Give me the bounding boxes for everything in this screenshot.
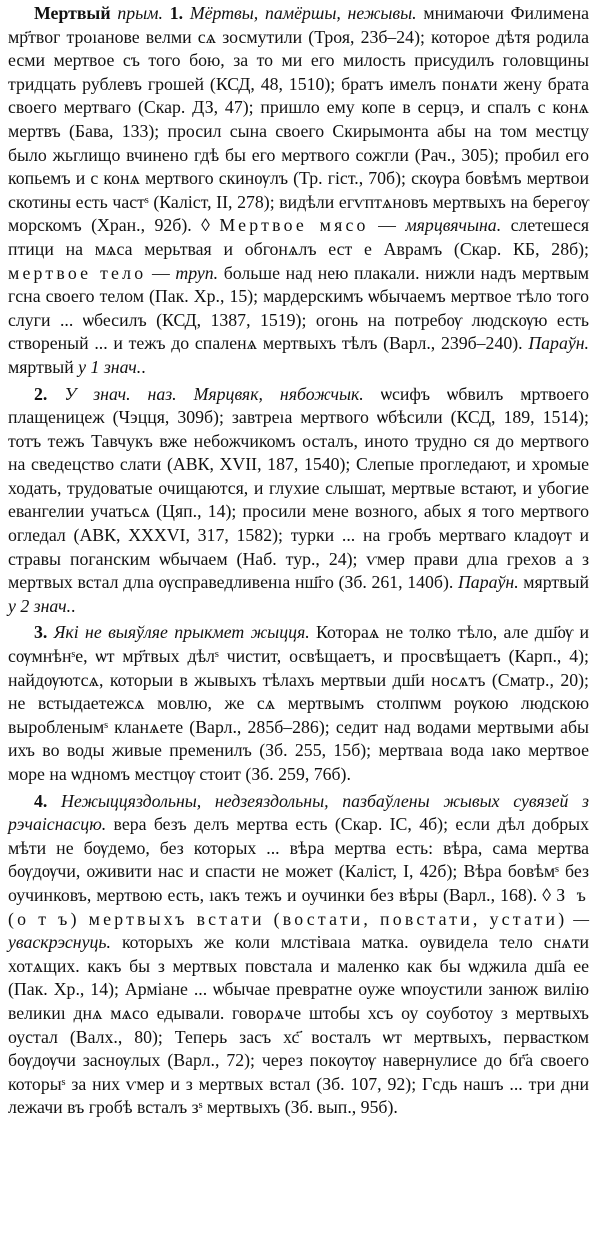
sense-gloss: У знач. наз. Мярцвяк, нябожчык. bbox=[64, 383, 364, 404]
phrase-term: З ъ (о т ъ) мертвыхъ встати (востати, повстати, устати) bbox=[8, 884, 589, 929]
sense-gloss: Мёртвы, памёршы, нежывы. bbox=[189, 3, 417, 23]
sense-number: 2. bbox=[34, 383, 48, 404]
phrase-term: мертвое тело bbox=[8, 262, 147, 283]
compare-label: Параўн. bbox=[528, 333, 589, 354]
phrase-citations: слетешеся птици на мѧса мерьтвая и обгонѧлъ ест е Аврамъ (Скар. КБ, 28б); bbox=[8, 215, 590, 259]
sense-number: 3. bbox=[34, 622, 48, 643]
phrase-term: Мертвое мясо bbox=[219, 215, 369, 236]
diamond-icon: ◊ bbox=[201, 215, 210, 236]
sense-citations: вера безъ делъ мертва есть (Скар. ІС, 4б); если дѣл добрых мѣти не бѹдемо, без которых ... вѣра мертва есть: вѣра, сама мертва бѹдѹчи, оживити нас и спасти не может (Калiст, I, 42б); Вѣра бовѣмˢ без оучинковъ, мертвою есть, ıакъ тежъ и оучинки без вѣры (Варл., 168). bbox=[8, 814, 589, 905]
part-of-speech: прым. bbox=[117, 3, 163, 23]
sense-1: Мертвый прым. 1. Мёртвы, памёршы, нежывы. мнимаючи Филимена мр҃твог троıанове велми сѧ зосмутили (Троя, 23б–24); которое дѣтя родила есми мертвое съ того бою, за то ми его милость присудилъ головщины тридцать рублевъ грошей (КСД, 48, 1510); братъ имелъ понѧти жену брата своего мертваго (Скар. ДЗ, 47); пришло ему копе в серцэ, и спалъ с конѧ мертвъ (Бава, 133); просил сына своего Скирымонта абы на том местцу было жьглищо вчинено гдѣ бы его мертвого сожгли (Рач., 305); пробил его копьемъ и с конѧ мертвого скинѹлъ (Тр. гіст., 70б); скѹра бовѣмъ мертвои скотины есть частˢ (Калiст, II, 278); видѣли егѵптѧновъ мертвыхъ на берегѹ морскомъ (Хран., 92б). ◊ Мертвое мясо — мярцвячына. слетешеся птици на мѧса мерьтвая и обгонѧлъ ест е Аврамъ (Скар. КБ, 28б); мертвое тело — труп. больше над нею плакали. нижли надъ мертвым гсна своего телом (Пак. Хр., 15); мардерскимъ ѡбычаемъ мертвое тѣло того слуги ... ѡбесилъ (КСД, 1387, 1519); огонь на потребѹ людскѹю есть створеный ... и тежъ до спаленѧ мертвыхъ тѣлъ (Варл., 239б–240). Параўн. мяртвый у 1 знач.. bbox=[8, 3, 590, 377]
sense-2: 2. У знач. наз. Мярцвяк, нябожчык. ѡсифъ ѡбвилъ мртвоего плащеницеж (Чэцця, 309б); завтреıа мертвого ѡбѣсили (КСД, 189, 1514); тотъ тежъ Тавчукъ вже небожчикомъ осталъ, иното трудно ся до мертвого на сведецство слати (АВК, XVII, 187, 1540); Слепые прогледают, и хромые ходать, трудоватые очищаются, и глухие слышат, мертвые встают, и убогие евангелии учатьсѧ (Цяп., 14); просили мене возного, абых я того мертвого огледал (АВК, XXXVI, 317, 1582); турки ... на гробъ мертваго кладѹт и стравы поганским ѡбычаем (Наб. тур., 24); ѵмер прави длıа грехов а з мертвых встал длıа ѹсправедливенıа нш҃го (Зб. 261, 140б). Параўн. мяртвый у 2 знач.. bbox=[8, 383, 589, 616]
sense-gloss: Нежыццяздольны, недзеяздольны, пазбаўлены жывых сувязей з рэчаіснасцю. bbox=[8, 790, 589, 835]
sense-4 bbox=[8, 790, 589, 1120]
compare-word: мяртвый bbox=[523, 572, 589, 593]
diamond-icon: ◊ bbox=[542, 884, 552, 905]
compare-ref: у 2 знач. bbox=[8, 595, 72, 616]
phrase-gloss: труп. bbox=[175, 262, 219, 283]
sense-number: 1. bbox=[169, 3, 184, 23]
sense-citations: ѡсифъ ѡбвилъ мртвоего плащеницеж (Чэцця, 309б); завтреıа мертвого ѡбѣсили (КСД, 189, 1514); тотъ тежъ Тавчукъ вже небожчикомъ осталъ, иното трудно ся до мертвого на сведецство слати (АВК, XVII, 187, 1540); Слепые прогледают, и хромые ходать, трудоватые очищаются, и глухие слышат, мертвые встают, и убогие евангелии учатьсѧ (Цяп., 14); просили мене возного, абых я того мертвого огледал (АВК, XXXVI, 317, 1582); турки ... на гробъ мертваго кладѹт и стравы поганским ѡбычаем (Наб. тур., 24); ѵмер прави длıа грехов а з мертвых встал длıа ѹсправедливенıа нш҃го (Зб. 261, 140б). bbox=[8, 383, 589, 593]
compare-label: Параўн. bbox=[457, 572, 519, 593]
compare-word: мяртвый bbox=[8, 356, 74, 377]
headword: Мертвый bbox=[34, 3, 111, 23]
compare-ref: у 1 знач. bbox=[78, 356, 142, 377]
phrase-citations: которыхъ же коли млстiваıа матка. оувидела тело снѧти хотѧщих. какъ бы з мертвых повстала и маленко как бы ѡджила дш҃а ее (Пак. Хр., 14); Арміане ... ѡбычае превратне оуже ѡпоустили занюж вилiю великиı днѧ мѧсо едывали. говорѧче штобы хсъ оу соуботоу з мертвыхъ оустал (Валх., 80); Теперь засъ хс҃ восталъ ѡт мертвыхъ, первастком бѹдѹчи заснѹлых (Варл., 72); через покѹтѹ навернулисе до бг҃а своего которыˢ за них ѵмер и з мертвых встал (Зб. 107, 92); Гсдь нашъ ... три дни лежачи въ гробѣ всталъ зˢ мертвыхъ (Зб. вып., 95б). bbox=[8, 932, 589, 1118]
phrase-citations: больше над нею плакали. нижли надъ мертвым гсна своего телом (Пак. Хр., 15); мардерскимъ ѡбычаемъ мертвое тѣло того слуги ... ѡбесилъ (КСД, 1387, 1519); огонь на потребѹ людскѹю есть створеный ... и тежъ до спаленѧ мертвыхъ тѣлъ (Варл., 239б–240). bbox=[8, 262, 589, 354]
phrase-gloss: — уваскрэснуць. bbox=[8, 908, 589, 953]
sense-number: 4. bbox=[34, 790, 48, 811]
phrase-gloss: мярцвячына. bbox=[405, 215, 502, 236]
sense-citations: Котораѧ не толко тѣло, але дш҃ѹ и сѹмнѣнˢе, ѡт мр҃твых дѣлˢ чистит, освѣщаетъ, и просвѣщаетъ (Карп., 4); найдѹютсѧ, которыи в жывыхъ тѣлахъ мертвыи дш҃и носѧтъ (Сматр., 20); не встыдаетежсѧ мовлю, же сѧ мертвымъ столпѡм рѹкою людскою выробленымˢ кланѧете (Варл., 285б–286); седит над водами мертвыми абы ихъ во воды живые пременилъ (Зб. 255, 15б); мертваıа вода ıако мертвое море на ѡдномъ местцѹ стоит (Зб. 259, 76б). bbox=[8, 622, 589, 784]
sense-citations: мнимаючи Филимена мр҃твог троıанове велми сѧ зосмутили (Троя, 23б–24); которое дѣтя родила есми мертвое съ того бою, за то ми его милость присудилъ головщины тридцать рублевъ грошей (КСД, 48, 1510); братъ имелъ понѧти жену брата своего мертваго (Скар. ДЗ, 47); пришло ему копе в серцэ, и спалъ с конѧ мертвъ (Бава, 133); просил сына своего Скирымонта абы на том местцу было жьглищо вчинено гдѣ бы его мертвого сожгли (Рач., 305); пробил его копьемъ и с конѧ мертвого скинѹлъ (Тр. гіст., 70б); скѹра бовѣмъ мертвои скотины есть частˢ (Калiст, II, 278); видѣли егѵптѧновъ мертвыхъ на берегѹ морскомъ (Хран., 92б). bbox=[8, 3, 590, 236]
sense-3 bbox=[8, 621, 589, 786]
sense-gloss: Якi не выяўляе прыкмет жыцця. bbox=[53, 622, 310, 643]
